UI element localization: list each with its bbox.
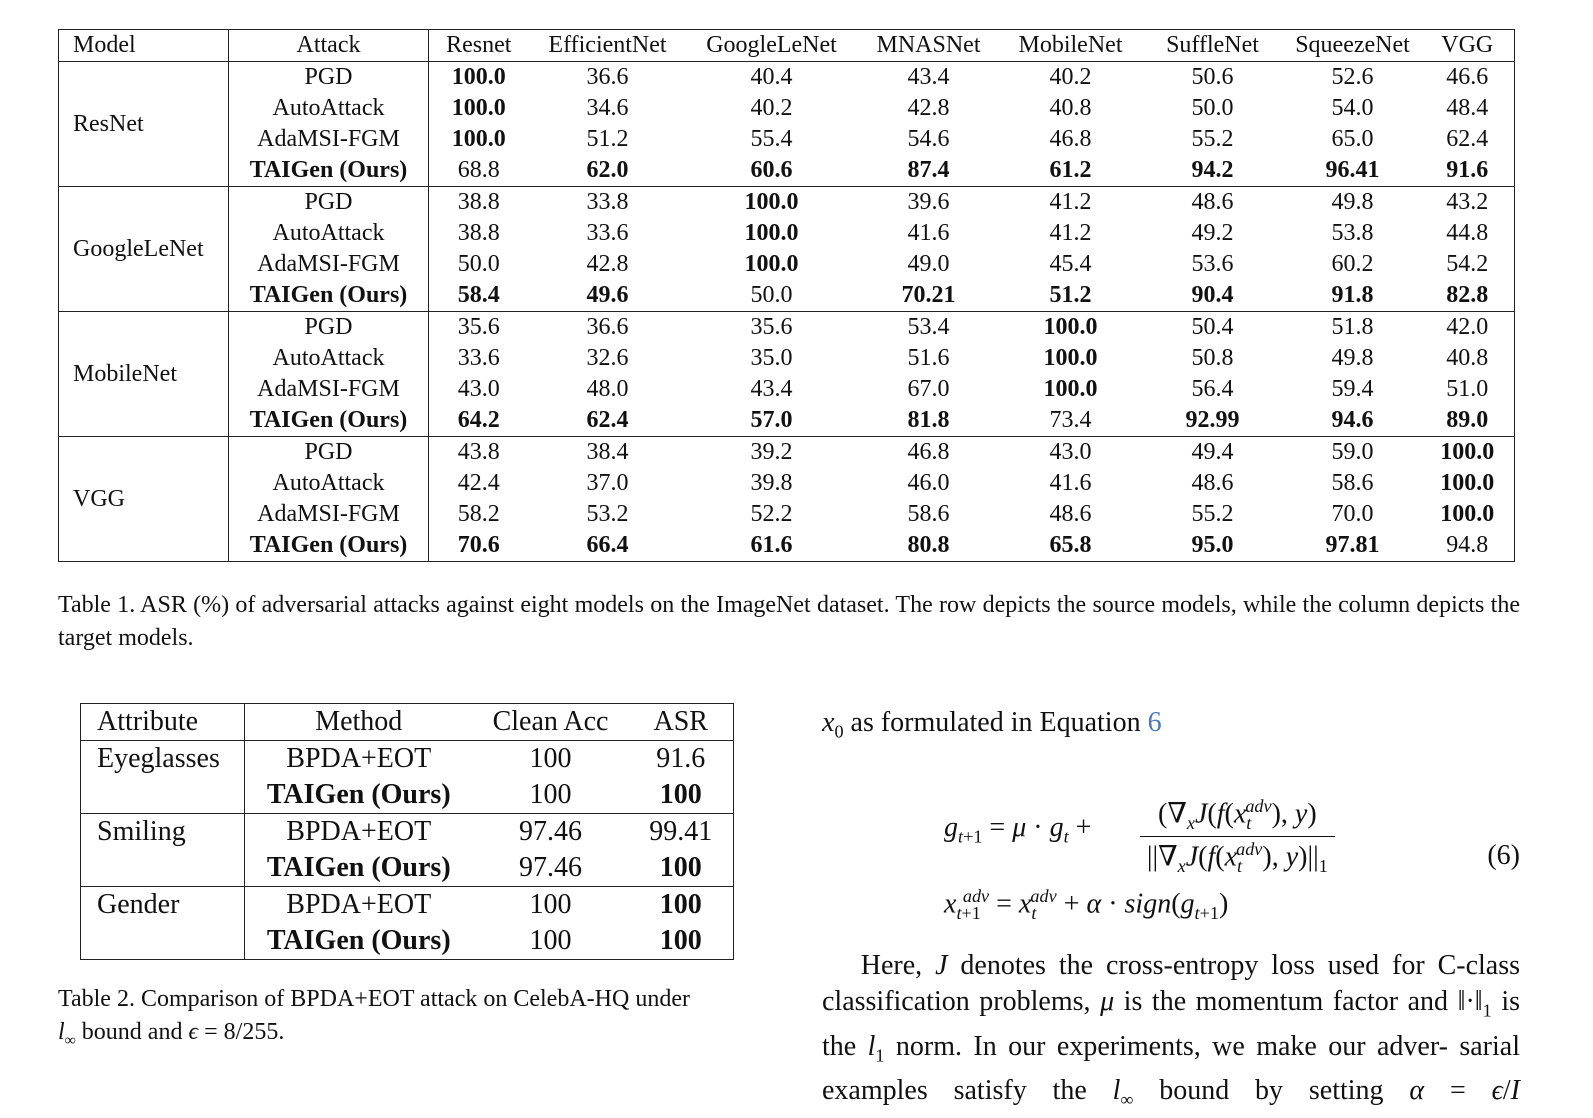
equation-6 <box>944 790 1520 930</box>
equation-number: (6) <box>1487 840 1520 871</box>
table-2-method-cell: TAIGen (Ours) <box>266 852 451 883</box>
table-2 <box>80 703 734 960</box>
table-1-value-cell: 100.0 <box>451 126 506 152</box>
table-1-value-cell: 48.4 <box>1446 95 1489 121</box>
table-1-value-cell: 51.2 <box>586 126 629 152</box>
table-1-attack-cell: TAIGen (Ours) <box>229 530 429 562</box>
table-1-value-cell: 92.99 <box>1185 407 1240 433</box>
table-1-header-cell: EfficientNet <box>529 30 687 62</box>
table-1-attack-cell: AutoAttack <box>229 468 429 499</box>
table-1-attack-cell: PGD <box>229 312 429 344</box>
table-1-value-cell: 46.0 <box>907 470 950 496</box>
table-1-row <box>59 280 1515 312</box>
table-1-value-cell: 33.6 <box>586 220 629 246</box>
table-1-value-cell: 70.0 <box>1331 501 1374 527</box>
table-1-value-cell: 94.6 <box>1331 407 1374 433</box>
table-1-value-cell: 58.6 <box>1331 470 1374 496</box>
table-1-value-cell: 43.0 <box>457 376 500 402</box>
table-1-row <box>59 249 1515 280</box>
table-1-value-cell: 100.0 <box>1001 312 1141 344</box>
table-1-value-cell: 35.6 <box>429 312 529 344</box>
table-1-value-cell: 50.8 <box>1191 345 1234 371</box>
table-1-value-cell: 62.4 <box>1446 126 1489 152</box>
table-1-attack-cell: PGD <box>229 62 429 94</box>
table-1-value-cell: 80.8 <box>907 532 950 558</box>
table-1-row <box>59 155 1515 187</box>
para-text-1: Here, <box>860 950 936 981</box>
table-2-header-cell: Attribute <box>81 704 245 741</box>
table-1-value-cell: 60.2 <box>1331 251 1374 277</box>
table-1-row <box>59 343 1515 374</box>
table-1-value-cell: 40.8 <box>1049 95 1092 121</box>
table-1-value-cell: 39.8 <box>750 470 793 496</box>
table-1-value-cell: 100.0 <box>1043 376 1098 402</box>
table-1-header-cell: MNASNet <box>857 30 1001 62</box>
table-1-value-cell: 68.8 <box>457 157 500 183</box>
table-2-row <box>81 887 734 924</box>
table-1-value-cell: 49.8 <box>1285 187 1421 219</box>
table-1-value-cell: 39.6 <box>857 187 1001 219</box>
table-1-value-cell: 53.6 <box>1191 251 1234 277</box>
caption-2-line-1: Table 2. Comparison of BPDA+EOT attack on CelebA-HQ under <box>58 986 690 1012</box>
table-1-row <box>59 312 1515 344</box>
table-1-value-cell: 61.2 <box>1049 157 1092 183</box>
table-1-value-cell: 59.4 <box>1331 376 1374 402</box>
table-1-value-cell: 91.6 <box>1446 157 1489 183</box>
table-1-value-cell: 53.4 <box>857 312 1001 344</box>
table-1-header-cell: Model <box>59 30 229 62</box>
table-1-value-cell: 48.6 <box>1141 187 1285 219</box>
table-1-value-cell: 90.4 <box>1191 282 1234 308</box>
table-1-value-cell: 100.0 <box>1421 437 1515 469</box>
table-1-value-cell: 36.6 <box>529 312 687 344</box>
table-1-value-cell: 66.4 <box>586 532 629 558</box>
table-2-row <box>81 814 734 851</box>
table-1-row <box>59 405 1515 437</box>
table-1-value-cell: 65.0 <box>1331 126 1374 152</box>
table-1-caption: Table 1. ASR (%) of adversarial attacks against eight models on the ImageNet dataset. The row depicts the source models, while the column depicts the target models. <box>58 592 1520 651</box>
table-1-value-cell: 94.2 <box>1191 157 1234 183</box>
table-1-attack-cell: AutoAttack <box>229 343 429 374</box>
table-1-value-cell: 73.4 <box>1049 407 1092 433</box>
table-1-value-cell: 49.4 <box>1141 437 1285 469</box>
table-1-row <box>59 62 1515 94</box>
table-1-value-cell: 50.6 <box>1191 64 1234 90</box>
equation-reference-link[interactable]: 6 <box>1147 707 1162 738</box>
table-2-clean-acc-cell: 97.46 <box>473 814 629 851</box>
table-1-value-cell: 81.8 <box>907 407 950 433</box>
table-1-value-cell: 67.0 <box>907 376 950 402</box>
table-1-value-cell: 50.4 <box>1141 312 1285 344</box>
table-1-value-cell: 35.0 <box>750 345 793 371</box>
table-1-value-cell: 49.2 <box>1191 220 1234 246</box>
table-2-attribute-cell: Gender <box>81 887 245 960</box>
table-1-value-cell: 33.6 <box>457 345 500 371</box>
table-1-header-cell: Attack <box>229 30 429 62</box>
table-1-value-cell: 58.2 <box>457 501 500 527</box>
equation-line-2: $x_{t+1}^{adv} = x_t^{adv} + \alpha$ · $sign(g_{t+1})$ <box>944 886 1229 923</box>
table-1-attack-cell: TAIGen (Ours) <box>229 280 429 312</box>
table-1-value-cell: 41.6 <box>907 220 950 246</box>
table-1-value-cell: 40.8 <box>1446 345 1489 371</box>
table-1-value-cell: 56.4 <box>1191 376 1234 402</box>
x0-symbol: x <box>822 707 835 738</box>
table-1-value-cell: 54.0 <box>1331 95 1374 121</box>
table-1-value-cell: 45.4 <box>1049 251 1092 277</box>
para-text-2: denotes the cross-entropy loss used for C-class classification problems, <box>822 950 1520 1017</box>
table-1-value-cell: 38.8 <box>457 220 500 246</box>
table-1-value-cell: 49.8 <box>1331 345 1374 371</box>
table-1-value-cell: 37.0 <box>586 470 629 496</box>
table-1-value-cell: 58.4 <box>457 282 500 308</box>
table-1-value-cell: 32.6 <box>586 345 629 371</box>
caption-2-bound-text: bound and <box>75 1019 189 1045</box>
table-1-attack-cell: PGD <box>229 187 429 219</box>
table-1-value-cell: 49.6 <box>586 282 629 308</box>
table-1-value-cell: 39.2 <box>687 437 857 469</box>
table-1-value-cell: 60.6 <box>750 157 793 183</box>
table-1-value-cell: 70.6 <box>457 532 500 558</box>
table-2-header-cell: Clean Acc <box>473 704 629 741</box>
equation-line-1: $g_{t+1} = \mu \cdot g_t$ + <box>944 812 1092 847</box>
table-1-value-cell: 40.2 <box>1049 64 1092 90</box>
table-2-asr-cell: 99.41 <box>629 814 734 851</box>
table-1-value-cell: 64.2 <box>457 407 500 433</box>
table-1-value-cell: 46.8 <box>857 437 1001 469</box>
table-1-value-cell: 48.6 <box>1191 470 1234 496</box>
table-1-row <box>59 374 1515 405</box>
table-2-asr-cell: 100 <box>659 852 702 883</box>
table-1-value-cell: 62.4 <box>586 407 629 433</box>
table-1-value-cell: 95.0 <box>1191 532 1234 558</box>
para-text-5: norm. In our experiments, we make our adver- sarial examples satisfy the <box>822 1030 1520 1107</box>
epsilon-symbol: ϵ <box>188 1019 199 1045</box>
table-1-value-cell: 65.8 <box>1049 532 1092 558</box>
table-1-value-cell: 50.0 <box>1191 95 1234 121</box>
table-1-model-cell: ResNet <box>59 62 229 187</box>
table-1-value-cell: 53.2 <box>586 501 629 527</box>
table-1-value-cell: 33.8 <box>529 187 687 219</box>
table-1-header-cell: GoogleLeNet <box>687 30 857 62</box>
table-1-value-cell: 52.2 <box>750 501 793 527</box>
table-2-header-cell: Method <box>245 704 473 741</box>
table-1-value-cell: 43.4 <box>907 64 950 90</box>
table-1-row <box>59 93 1515 124</box>
table-1-value-cell: 51.8 <box>1285 312 1421 344</box>
table-1-model-cell: MobileNet <box>59 312 229 437</box>
table-1-value-cell: 91.8 <box>1331 282 1374 308</box>
table-1-attack-cell: AutoAttack <box>229 93 429 124</box>
table-1-attack-cell: AdaMSI-FGM <box>229 249 429 280</box>
table-1-attack-cell: AdaMSI-FGM <box>229 499 429 530</box>
table-1-value-cell: 44.8 <box>1446 220 1489 246</box>
caption-2-epsilon-value: = 8/255. <box>198 1019 285 1045</box>
table-1-value-cell: 58.6 <box>907 501 950 527</box>
table-2-clean-acc-cell: 97.46 <box>519 852 582 883</box>
table-1-value-cell: 54.6 <box>907 126 950 152</box>
para-text-6: bound by setting <box>1133 1075 1410 1107</box>
table-1-value-cell: 46.8 <box>1049 126 1092 152</box>
table-1-value-cell: 43.0 <box>1001 437 1141 469</box>
table-1-value-cell: 42.0 <box>1421 312 1515 344</box>
table-2-header-cell: ASR <box>629 704 734 741</box>
table-1-value-cell: 59.0 <box>1285 437 1421 469</box>
table-2-method-cell: TAIGen (Ours) <box>266 779 451 810</box>
table-1-attack-cell: AdaMSI-FGM <box>229 124 429 155</box>
table-1-model-cell: VGG <box>59 437 229 562</box>
table-1-value-cell: 38.8 <box>429 187 529 219</box>
table-1-value-cell: 41.6 <box>1049 470 1092 496</box>
table-2-method-cell: BPDA+EOT <box>245 814 473 851</box>
table-1-header-cell: SqueezeNet <box>1285 30 1421 62</box>
table-2-clean-acc-cell: 100 <box>529 779 572 810</box>
table-1-row <box>59 530 1515 562</box>
table-2-attribute-cell: Eyeglasses <box>81 741 245 814</box>
table-2-attribute-cell: Smiling <box>81 814 245 887</box>
equation-fraction: ($\nabla_xJ(f(x_t^{adv})$, y) $||\nabla_xJ(f(x_t^{adv})$, $y)||_1$ <box>1140 796 1335 877</box>
table-1-value-cell: 49.0 <box>907 251 950 277</box>
table-1-row <box>59 218 1515 249</box>
table-1-value-cell: 100.0 <box>1440 470 1495 496</box>
intro-text: as formulated in Equation <box>843 707 1148 738</box>
table-2-asr-cell: 91.6 <box>656 743 706 774</box>
table-1-value-cell: 100.0 <box>744 251 799 277</box>
table-1-value-cell: 41.2 <box>1001 187 1141 219</box>
table-1-value-cell: 82.8 <box>1446 282 1489 308</box>
table-1-value-cell: 54.2 <box>1446 251 1489 277</box>
table-1-value-cell: 55.2 <box>1191 501 1234 527</box>
table-1-value-cell: 61.6 <box>750 532 793 558</box>
table-1-header-cell: MobileNet <box>1001 30 1141 62</box>
table-1-attack-cell: PGD <box>229 437 429 469</box>
table-1-value-cell: 100.0 <box>687 187 857 219</box>
table-1-value-cell: 70.21 <box>901 282 956 308</box>
table-1-header-cell: Resnet <box>429 30 529 62</box>
table-1-value-cell: 46.6 <box>1446 64 1489 90</box>
table-2-clean-acc-cell: 100 <box>529 743 572 774</box>
table-2-asr-cell: 100 <box>629 887 734 924</box>
table-1-value-cell: 50.0 <box>750 282 793 308</box>
table-1-value-cell: 52.6 <box>1331 64 1374 90</box>
table-1-row <box>59 187 1515 219</box>
para-text-4: is the <box>822 986 1521 1062</box>
table-1-value-cell: 51.6 <box>907 345 950 371</box>
table-1-value-cell: 94.8 <box>1446 532 1489 558</box>
table-1-value-cell: 48.0 <box>586 376 629 402</box>
table-1-header-cell: SuffleNet <box>1141 30 1285 62</box>
equation-intro: $x_0$ as formulated in Equation 6 <box>822 707 1162 742</box>
table-1-row <box>59 468 1515 499</box>
table-1-value-cell: 43.8 <box>429 437 529 469</box>
table-1-value-cell: 40.2 <box>750 95 793 121</box>
table-1-value-cell: 55.2 <box>1191 126 1234 152</box>
table-1-value-cell: 42.8 <box>586 251 629 277</box>
table-1-value-cell: 42.8 <box>907 95 950 121</box>
table-1-value-cell: 48.6 <box>1049 501 1092 527</box>
table-2-row <box>81 741 734 778</box>
table-2-method-cell: TAIGen (Ours) <box>266 925 451 956</box>
table-1-value-cell: 50.0 <box>457 251 500 277</box>
table-1-value-cell: 89.0 <box>1446 407 1489 433</box>
table-1-value-cell: 55.4 <box>750 126 793 152</box>
table-2-asr-cell: 100 <box>659 779 702 810</box>
table-1-model-cell: GoogleLeNet <box>59 187 229 312</box>
table-2-caption <box>58 983 768 1057</box>
table-1-value-cell: 100.0 <box>744 220 799 246</box>
table-2-method-cell: BPDA+EOT <box>245 887 473 924</box>
table-1-value-cell: 100.0 <box>451 64 506 90</box>
table-1-value-cell: 97.81 <box>1325 532 1380 558</box>
table-2-header <box>81 704 734 741</box>
table-1-header-cell: VGG <box>1421 30 1515 62</box>
table-1-value-cell: 53.8 <box>1331 220 1374 246</box>
table-2-method-cell: BPDA+EOT <box>286 743 432 774</box>
table-1-value-cell: 51.0 <box>1446 376 1489 402</box>
table-1-header <box>59 30 1515 62</box>
table-1-value-cell: 100.0 <box>1043 345 1098 371</box>
table-1-value-cell: 43.4 <box>750 376 793 402</box>
table-1-attack-cell: TAIGen (Ours) <box>229 155 429 187</box>
table-1-value-cell: 40.4 <box>750 64 793 90</box>
table-1-value-cell: 41.2 <box>1049 220 1092 246</box>
table-1-value-cell: 51.2 <box>1049 282 1092 308</box>
table-1-value-cell: 87.4 <box>907 157 950 183</box>
table-1-value-cell: 36.6 <box>586 64 629 90</box>
table-2-clean-acc-cell: 100 <box>529 925 572 956</box>
table-1-value-cell: 42.4 <box>457 470 500 496</box>
table-1-row <box>59 437 1515 469</box>
table-1-value-cell: 34.6 <box>586 95 629 121</box>
table-1-value-cell: 35.6 <box>687 312 857 344</box>
table-1-value-cell: 96.41 <box>1325 157 1380 183</box>
table-1-value-cell: 43.2 <box>1421 187 1515 219</box>
l-infinity-symbol: $l_\infty$ <box>58 1019 76 1049</box>
table-2-asr-cell: 100 <box>659 925 702 956</box>
table-2-clean-acc-cell: 100 <box>473 887 629 924</box>
table-1-attack-cell: TAIGen (Ours) <box>229 405 429 437</box>
table-1 <box>58 29 1515 562</box>
table-1-value-cell: 38.4 <box>529 437 687 469</box>
table-1-value-cell: 62.0 <box>586 157 629 183</box>
table-1-value-cell: 100.0 <box>451 95 506 121</box>
table-1-attack-cell: AdaMSI-FGM <box>229 374 429 405</box>
table-1-row <box>59 124 1515 155</box>
table-1-attack-cell: AutoAttack <box>229 218 429 249</box>
table-1-value-cell: 100.0 <box>1440 501 1495 527</box>
table-1-row <box>59 499 1515 530</box>
para-text-3: is the momentum factor and <box>1114 986 1458 1017</box>
table-1-value-cell: 57.0 <box>750 407 793 433</box>
body-paragraph: Here, J denotes the cross-entropy loss used for C-class classification problems, μ is the momentum factor and $‖\cdot‖_1$ is the $l_1$ norm. In our experiments, we make our adver- sarial examples satisfy the $l_\infty$ bound by setting α = ϵ/I <box>822 950 1521 1110</box>
